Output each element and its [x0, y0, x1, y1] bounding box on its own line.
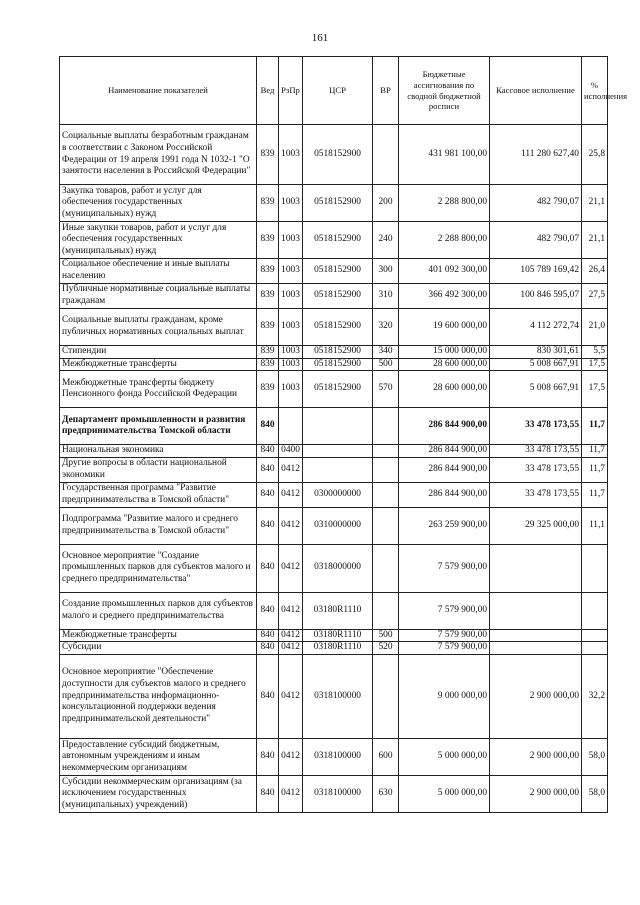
- cell-assignments: 401 092 300,00: [399, 259, 490, 284]
- cell-vr: [373, 125, 399, 185]
- cell-percent: 17,5: [582, 358, 608, 371]
- cell-vr: [373, 408, 399, 445]
- cell-ved: 839: [257, 222, 279, 259]
- cell-cash-execution: 5 008 667,91: [490, 358, 582, 371]
- cell-rzpr: 1003: [279, 284, 303, 309]
- cell-vr: [373, 445, 399, 458]
- cell-csr: 0518152900: [303, 346, 373, 359]
- cell-rzpr: 0412: [279, 592, 303, 629]
- cell-cash-execution: 2 900 000,00: [490, 775, 582, 812]
- cell-ved: 839: [257, 259, 279, 284]
- header-row: [60, 57, 608, 125]
- table-row: [60, 445, 608, 458]
- cell-name: Создание промышленных парков для субъектов малого и среднего предпринимательства: [60, 592, 257, 629]
- cell-rzpr: 0412: [279, 775, 303, 812]
- table-row: [60, 346, 608, 359]
- table-row: [60, 738, 608, 775]
- cell-percent: [582, 544, 608, 592]
- cell-csr: 0518152900: [303, 222, 373, 259]
- header-cash-execution: Кассовое исполнение: [490, 57, 582, 125]
- table-row: [60, 371, 608, 408]
- cell-assignments: 7 579 900,00: [399, 642, 490, 655]
- cell-name: Иные закупки товаров, работ и услуг для обеспечения государственных (муниципальных) нужд: [60, 222, 257, 259]
- header-rzpr: РзПр: [279, 57, 303, 125]
- cell-vr: 630: [373, 775, 399, 812]
- cell-vr: 500: [373, 358, 399, 371]
- cell-ved: 840: [257, 408, 279, 445]
- table-row: [60, 309, 608, 346]
- cell-percent: 21,1: [582, 185, 608, 222]
- cell-rzpr: 0400: [279, 445, 303, 458]
- cell-csr: 0318100000: [303, 654, 373, 738]
- cell-percent: 27,5: [582, 284, 608, 309]
- cell-vr: [373, 507, 399, 544]
- cell-name: Основное мероприятие "Создание промышленных парков для субъектов малого и среднего предпринимательства": [60, 544, 257, 592]
- cell-vr: 310: [373, 284, 399, 309]
- cell-rzpr: 0412: [279, 738, 303, 775]
- cell-vr: 240: [373, 222, 399, 259]
- cell-assignments: 7 579 900,00: [399, 629, 490, 642]
- cell-assignments: 286 844 900,00: [399, 457, 490, 482]
- cell-assignments: 5 000 000,00: [399, 738, 490, 775]
- cell-csr: 0310000000: [303, 507, 373, 544]
- table-row: [60, 222, 608, 259]
- cell-percent: 11,7: [582, 482, 608, 507]
- cell-rzpr: 0412: [279, 642, 303, 655]
- cell-assignments: 2 288 800,00: [399, 185, 490, 222]
- cell-rzpr: 1003: [279, 125, 303, 185]
- cell-percent: [582, 592, 608, 629]
- cell-csr: 0318000000: [303, 544, 373, 592]
- cell-name: Стипендии: [60, 346, 257, 359]
- cell-cash-execution: 33 478 173,55: [490, 408, 582, 445]
- cell-cash-execution: 33 478 173,55: [490, 445, 582, 458]
- cell-ved: 839: [257, 185, 279, 222]
- cell-name: Основное мероприятие "Обеспечение доступности для субъектов малого и среднего предпринимательства информационно-консультационной поддержки ведения предпринимательской деятельности": [60, 654, 257, 738]
- cell-cash-execution: 2 900 000,00: [490, 654, 582, 738]
- cell-vr: [373, 544, 399, 592]
- cell-assignments: 2 288 800,00: [399, 222, 490, 259]
- cell-cash-execution: 5 008 667,91: [490, 371, 582, 408]
- table-row: [60, 125, 608, 185]
- cell-cash-execution: [490, 592, 582, 629]
- cell-assignments: 286 844 900,00: [399, 482, 490, 507]
- cell-ved: 840: [257, 629, 279, 642]
- cell-name: Межбюджетные трансферты бюджету Пенсионного фонда Российской Федерации: [60, 371, 257, 408]
- table-row: [60, 259, 608, 284]
- table-row: [60, 642, 608, 655]
- cell-name: Национальная экономика: [60, 445, 257, 458]
- cell-cash-execution: [490, 642, 582, 655]
- cell-ved: 840: [257, 775, 279, 812]
- cell-rzpr: 1003: [279, 309, 303, 346]
- table-row: [60, 185, 608, 222]
- cell-vr: [373, 457, 399, 482]
- cell-percent: 58,0: [582, 738, 608, 775]
- cell-name: Департамент промышленности и развития предпринимательства Томской области: [60, 408, 257, 445]
- cell-ved: 839: [257, 125, 279, 185]
- cell-csr: 0300000000: [303, 482, 373, 507]
- cell-assignments: 5 000 000,00: [399, 775, 490, 812]
- cell-name: Социальные выплаты гражданам, кроме публичных нормативных социальных выплат: [60, 309, 257, 346]
- cell-cash-execution: 100 846 595,07: [490, 284, 582, 309]
- cell-percent: 21,1: [582, 222, 608, 259]
- cell-name: Субсидии некоммерческим организациям (за исключением государственных (муниципальных) учреждений): [60, 775, 257, 812]
- cell-cash-execution: 105 789 169,42: [490, 259, 582, 284]
- cell-csr: 0318100000: [303, 775, 373, 812]
- cell-assignments: 28 600 000,00: [399, 371, 490, 408]
- header-name: Наименование показателей: [60, 57, 257, 125]
- cell-percent: [582, 629, 608, 642]
- cell-vr: [373, 592, 399, 629]
- cell-percent: 11,1: [582, 507, 608, 544]
- cell-vr: 340: [373, 346, 399, 359]
- cell-rzpr: 0412: [279, 482, 303, 507]
- cell-assignments: 263 259 900,00: [399, 507, 490, 544]
- cell-ved: 839: [257, 284, 279, 309]
- table-row: [60, 629, 608, 642]
- cell-rzpr: 1003: [279, 259, 303, 284]
- cell-vr: 200: [373, 185, 399, 222]
- cell-percent: 17,5: [582, 371, 608, 408]
- cell-csr: 0518152900: [303, 259, 373, 284]
- cell-percent: 11,7: [582, 408, 608, 445]
- cell-percent: 21,0: [582, 309, 608, 346]
- cell-vr: 520: [373, 642, 399, 655]
- header-csr: ЦСР: [303, 57, 373, 125]
- cell-percent: [582, 642, 608, 655]
- header-assignments: Бюджетные ассигнования по сводной бюджетной росписи: [399, 57, 490, 125]
- cell-cash-execution: 4 112 272,74: [490, 309, 582, 346]
- cell-name: Социальные выплаты безработным гражданам в соответствии с Законом Российской Федерации от 19 апреля 1991 года N 1032-1 "О занятости населения в Российской Федерации": [60, 125, 257, 185]
- cell-assignments: 15 000 000,00: [399, 346, 490, 359]
- cell-vr: [373, 482, 399, 507]
- cell-ved: 840: [257, 738, 279, 775]
- cell-name: Социальное обеспечение и иные выплаты населению: [60, 259, 257, 284]
- cell-ved: 840: [257, 544, 279, 592]
- cell-rzpr: 0412: [279, 629, 303, 642]
- cell-percent: 58,0: [582, 775, 608, 812]
- cell-rzpr: 0412: [279, 457, 303, 482]
- cell-assignments: 9 000 000,00: [399, 654, 490, 738]
- cell-cash-execution: 830 301,61: [490, 346, 582, 359]
- table-row: [60, 408, 608, 445]
- budget-table: [59, 56, 628, 813]
- cell-rzpr: 1003: [279, 371, 303, 408]
- cell-rzpr: 0412: [279, 544, 303, 592]
- cell-percent: 11,7: [582, 445, 608, 458]
- cell-csr: 0518152900: [303, 371, 373, 408]
- cell-assignments: 366 492 300,00: [399, 284, 490, 309]
- cell-cash-execution: [490, 544, 582, 592]
- cell-ved: 840: [257, 457, 279, 482]
- cell-rzpr: 1003: [279, 185, 303, 222]
- cell-ved: 839: [257, 309, 279, 346]
- cell-assignments: 7 579 900,00: [399, 544, 490, 592]
- cell-name: Другие вопросы в области национальной экономики: [60, 457, 257, 482]
- cell-ved: 840: [257, 445, 279, 458]
- cell-percent: 11,7: [582, 457, 608, 482]
- cell-vr: 600: [373, 738, 399, 775]
- header-percent: % исполнения: [582, 57, 608, 125]
- cell-csr: [303, 445, 373, 458]
- cell-cash-execution: 111 280 627,40: [490, 125, 582, 185]
- cell-name: Подпрограмма "Развитие малого и среднего предпринимательства в Томской области": [60, 507, 257, 544]
- cell-csr: 03180R1110: [303, 592, 373, 629]
- cell-name: Закупка товаров, работ и услуг для обеспечения государственных (муниципальных) нужд: [60, 185, 257, 222]
- cell-cash-execution: 33 478 173,55: [490, 457, 582, 482]
- cell-ved: 839: [257, 358, 279, 371]
- cell-name: Государственная программа "Развитие предпринимательства в Томской области": [60, 482, 257, 507]
- cell-csr: 0518152900: [303, 358, 373, 371]
- table-row: [60, 507, 608, 544]
- cell-assignments: 7 579 900,00: [399, 592, 490, 629]
- table-row: [60, 544, 608, 592]
- cell-rzpr: [279, 408, 303, 445]
- table-row: [60, 358, 608, 371]
- cell-rzpr: 1003: [279, 358, 303, 371]
- table-row: [60, 457, 608, 482]
- cell-assignments: 286 844 900,00: [399, 445, 490, 458]
- cell-cash-execution: 482 790,07: [490, 222, 582, 259]
- table-row: [60, 775, 608, 812]
- cell-name: Субсидии: [60, 642, 257, 655]
- cell-rzpr: 0412: [279, 654, 303, 738]
- cell-ved: 840: [257, 507, 279, 544]
- cell-name: Межбюджетные трансферты: [60, 358, 257, 371]
- cell-csr: 0318100000: [303, 738, 373, 775]
- header-vr: ВР: [373, 57, 399, 125]
- cell-rzpr: 0412: [279, 507, 303, 544]
- cell-csr: 0518152900: [303, 185, 373, 222]
- cell-vr: 300: [373, 259, 399, 284]
- cell-rzpr: 1003: [279, 346, 303, 359]
- cell-vr: [373, 654, 399, 738]
- table-row: [60, 592, 608, 629]
- cell-ved: 840: [257, 642, 279, 655]
- cell-ved: 840: [257, 592, 279, 629]
- cell-assignments: 28 600 000,00: [399, 358, 490, 371]
- cell-csr: 0518152900: [303, 125, 373, 185]
- cell-vr: 500: [373, 629, 399, 642]
- table-row: [60, 284, 608, 309]
- cell-assignments: 286 844 900,00: [399, 408, 490, 445]
- cell-name: Предоставление субсидий бюджетным, автономным учреждениям и иным некоммерческим организациям: [60, 738, 257, 775]
- cell-vr: 570: [373, 371, 399, 408]
- page-number: 161: [311, 32, 329, 44]
- cell-rzpr: 1003: [279, 222, 303, 259]
- cell-cash-execution: 482 790,07: [490, 185, 582, 222]
- cell-percent: 32,2: [582, 654, 608, 738]
- cell-ved: 839: [257, 346, 279, 359]
- cell-percent: 25,8: [582, 125, 608, 185]
- cell-csr: 03180R1110: [303, 629, 373, 642]
- cell-vr: 320: [373, 309, 399, 346]
- table-row: [60, 482, 608, 507]
- cell-csr: 0518152900: [303, 284, 373, 309]
- cell-cash-execution: 33 478 173,55: [490, 482, 582, 507]
- cell-csr: [303, 457, 373, 482]
- cell-assignments: 19 600 000,00: [399, 309, 490, 346]
- cell-ved: 839: [257, 371, 279, 408]
- cell-csr: 03180R1110: [303, 642, 373, 655]
- cell-csr: [303, 408, 373, 445]
- cell-cash-execution: 29 325 000,00: [490, 507, 582, 544]
- cell-percent: 26,4: [582, 259, 608, 284]
- header-ved: Вед: [257, 57, 279, 125]
- cell-name: Межбюджетные трансферты: [60, 629, 257, 642]
- cell-ved: 840: [257, 654, 279, 738]
- cell-percent: 5,5: [582, 346, 608, 359]
- cell-name: Публичные нормативные социальные выплаты гражданам: [60, 284, 257, 309]
- cell-cash-execution: [490, 629, 582, 642]
- cell-assignments: 431 981 100,00: [399, 125, 490, 185]
- cell-csr: 0518152900: [303, 309, 373, 346]
- cell-cash-execution: 2 900 000,00: [490, 738, 582, 775]
- cell-ved: 840: [257, 482, 279, 507]
- table-row: [60, 654, 608, 738]
